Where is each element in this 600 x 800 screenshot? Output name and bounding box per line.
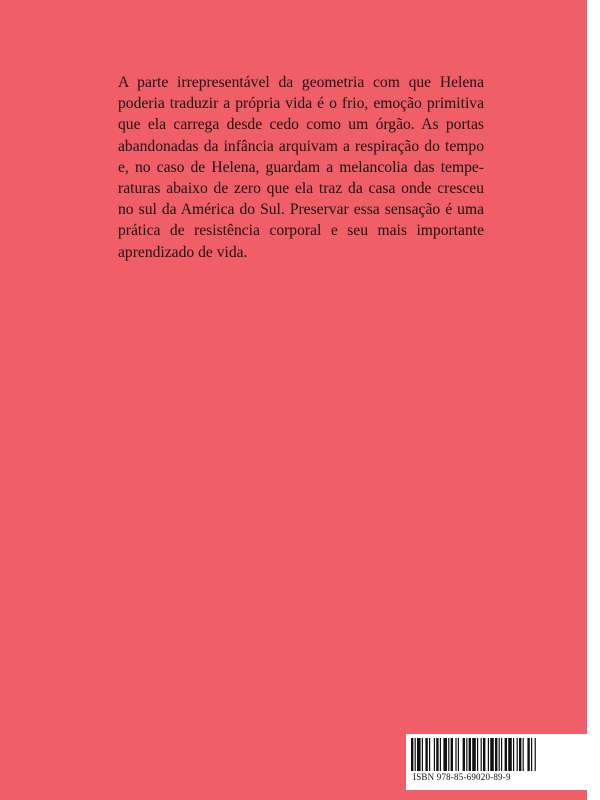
blurb-line: poderia traduzir a própria vida é o frio, emoção primitiva <box>118 95 484 113</box>
barcode-bar <box>463 738 465 771</box>
barcode-bar <box>415 738 416 771</box>
barcode-bar <box>466 738 467 771</box>
barcode-bar <box>440 738 441 771</box>
barcode-bar <box>508 738 512 771</box>
back-cover-blurb <box>118 72 484 263</box>
barcode-bar <box>436 738 438 771</box>
barcode-bar <box>505 738 507 771</box>
barcode-bar <box>472 738 476 771</box>
barcode-bar <box>513 738 514 771</box>
barcode-bar <box>411 738 413 771</box>
barcode-bar <box>448 738 449 771</box>
barcode-bar <box>458 738 459 771</box>
isbn-label: ISBN 978-85-69020-89-9 <box>413 772 511 782</box>
barcode-bar <box>483 738 485 771</box>
barcode-bar <box>495 738 497 771</box>
barcode-bar <box>501 738 502 771</box>
barcode-bar <box>499 738 500 771</box>
barcode-bar <box>443 738 447 771</box>
barcode-bar <box>455 738 456 771</box>
blurb-line: raturas abaixo de zero que ela traz da casa onde cresceu <box>118 180 484 198</box>
barcode-bar <box>490 738 494 771</box>
barcode-bar <box>535 738 536 771</box>
blurb-line: aprendizado de vida. <box>118 243 248 261</box>
barcode-bar <box>451 738 453 771</box>
blurb-line: e, no caso de Helena, guardam a melancolia das tempe- <box>118 158 484 176</box>
barcode-bar <box>531 738 532 771</box>
blurb-line: abandonadas da infância arquivam a respiração do tempo <box>118 137 484 155</box>
blurb-line: A parte irrepresentável da geometria com que Helena <box>118 74 484 91</box>
barcode-bar <box>434 738 435 771</box>
barcode-bar <box>519 738 521 771</box>
barcode-bar <box>523 738 524 771</box>
page-edge <box>587 0 600 800</box>
barcode-bar <box>477 738 478 771</box>
barcode-bar <box>425 738 427 771</box>
barcode-bar <box>527 738 529 771</box>
barcode-bar <box>517 738 518 771</box>
barcode-panel <box>406 734 587 790</box>
barcode-bar <box>488 738 489 771</box>
blurb-line: prática de resistência corporal e seu mais importante <box>118 222 484 240</box>
barcode-bar <box>469 738 471 771</box>
barcode-bar <box>429 738 430 771</box>
blurb-line: que ela carrega desde cedo como um órgão. As portas <box>118 116 484 134</box>
barcode-bar <box>422 738 423 771</box>
blurb-line: no sul da América do Sul. Preservar essa sensação é uma <box>118 201 484 219</box>
barcode-bar <box>481 738 482 771</box>
barcode-bar <box>417 738 421 771</box>
barcode-graphic <box>411 738 582 771</box>
